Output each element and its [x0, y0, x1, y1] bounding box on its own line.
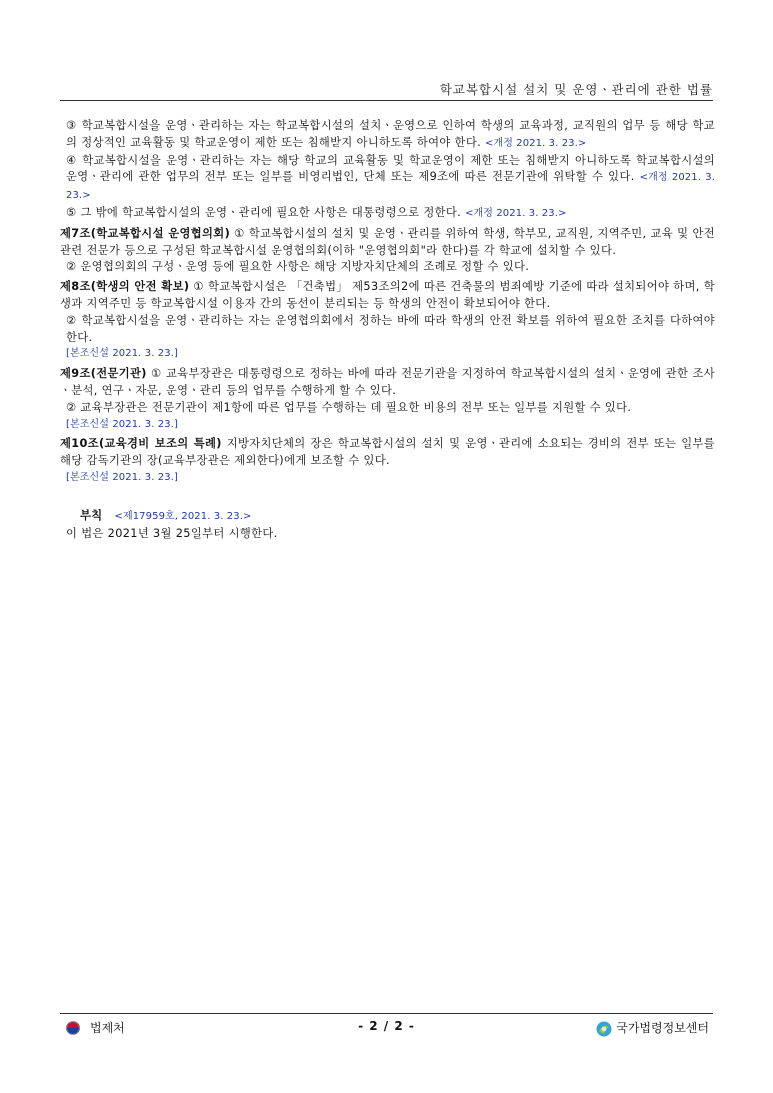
- addenda-title: 부칙: [80, 508, 103, 522]
- enactment-note: [본조신설 2021. 3. 23.]: [66, 348, 178, 360]
- paragraph-text: 지방자치단체의 장은 학교복합시설의 설치 및 운영ㆍ관리에 소요되는 경비의 전부 또는 일부를 해당 감독기관의 장(교육부장관은 제외한다)에게 보조할 수 있다.: [60, 437, 715, 468]
- enactment-note: [본조신설 2021. 3. 23.]: [66, 471, 178, 483]
- paragraph-5: [60, 205, 715, 223]
- paragraph-text: ③ 학교복합시설을 운영ㆍ관리하는 자는 학교복합시설의 설치ㆍ운영으로 인하여 학생의 교육과정, 교직원의 업무 등 해당 학교의 정상적인 교육활동 및 학교운영이 제한 또는 침해받지 아니하도록 하여야 한다.: [66, 119, 715, 149]
- page-footer: [60, 1019, 713, 1037]
- page-number: - 2 / 2 -: [358, 1019, 415, 1033]
- paragraph-text: ④ 학교복합시설을 운영ㆍ관리하는 자는 해당 학교의 교육활동 및 학교운영이 제한 또는 침해받지 아니하도록 학교복합시설의 운영ㆍ관리에 관한 업무의 전부 또는 일부를 비영리법인, 단체 또는 제9조에 따른 전문기관에 위탁할 수 있다.: [66, 153, 715, 184]
- article-8: [60, 279, 715, 363]
- article-9: [60, 366, 715, 433]
- addenda-section: [60, 508, 715, 526]
- law-center-logo-icon: [596, 1021, 610, 1035]
- revision-note: <개정 2021. 3. 23.>: [465, 207, 567, 219]
- article-paragraph-2: ② 학교복합시설을 운영ㆍ관리하는 자는 운영협의회에서 정하는 바에 따라 학생의 안전 확보를 위하여 필요한 조치를 다하여야 한다.: [66, 313, 715, 344]
- article-title: 제7조(학교복합시설 운영협의회): [60, 226, 231, 240]
- article-paragraph-1: [60, 226, 715, 260]
- article-7: [60, 226, 715, 276]
- footer-divider: [60, 1013, 713, 1014]
- article-title: 제8조(학생의 안전 확보): [60, 280, 190, 294]
- footer-right: [596, 1019, 709, 1036]
- paragraph-text: ① 학교복합시설은 「건축법」 제53조의2에 따른 건축물의 범죄예방 기준에 따라 설치되어야 하며, 학생과 지역주민 등 학교복합시설 이용자 간의 동선이 분리되는 등 학생의 안전이 확보되어야 한다.: [60, 280, 716, 310]
- header-divider: [60, 100, 713, 101]
- footer-agency: 법제처: [90, 1021, 125, 1035]
- article-paragraph-1: [60, 366, 715, 400]
- revision-note: <개정 2021. 3. 23.>: [484, 137, 587, 149]
- document-title: 학교복합시설 설치 및 운영ㆍ관리에 관한 법률: [439, 82, 713, 97]
- paragraph-text: ⑤ 그 밖에 학교복합시설의 운영ㆍ관리에 필요한 사항은 대통령령으로 정한다.: [66, 205, 462, 219]
- paragraph-3: [60, 118, 715, 153]
- article-paragraph-2: ② 운영협의회의 구성ㆍ운영 등에 필요한 사항은 해당 지방자치단체의 조례로 정할 수 있다.: [66, 260, 530, 274]
- footer-center-name: 국가법령정보센터: [616, 1021, 709, 1035]
- article-paragraph-1: [60, 436, 715, 470]
- revision-note: <개정 2021. 3. 23.>: [66, 172, 715, 202]
- paragraph-4: [60, 153, 715, 205]
- article-paragraph-1: [60, 279, 715, 313]
- paragraph-text: ① 교육부장관은 대통령령으로 정하는 바에 따라 전문기관을 지정하여 학교복합시설의 설치ㆍ운영에 관한 조사ㆍ분석, 연구ㆍ자문, 운영ㆍ관리 등의 업무를 수행하게 할 수 있다.: [60, 367, 715, 397]
- paragraph-text: ① 학교복합시설의 설치 및 운영ㆍ관리를 위하여 학생, 학부모, 교직원, 지역주민, 교육 및 안전 관련 전문가 등으로 구성된 학교복합시설 운영협의회(이하 "운영협의회"라 한다)를 각 학교에 설치할 수 있다.: [60, 226, 715, 257]
- article-title: 제10조(교육경비 보조의 특례): [60, 437, 222, 451]
- article-10: [60, 436, 715, 486]
- addenda-revision: <제17959호, 2021. 3. 23.>: [114, 510, 252, 522]
- enactment-note: [본조신설 2021. 3. 23.]: [66, 418, 178, 430]
- article-title: 제9조(전문기관): [60, 367, 147, 381]
- document-body: [60, 118, 715, 542]
- addenda-text: 이 법은 2021년 3월 25일부터 시행한다.: [66, 526, 278, 540]
- article-paragraph-2: ② 교육부장관은 전문기관이 제1항에 따른 업무를 수행하는 데 필요한 비용의 전부 또는 일부를 지원할 수 있다.: [66, 400, 632, 414]
